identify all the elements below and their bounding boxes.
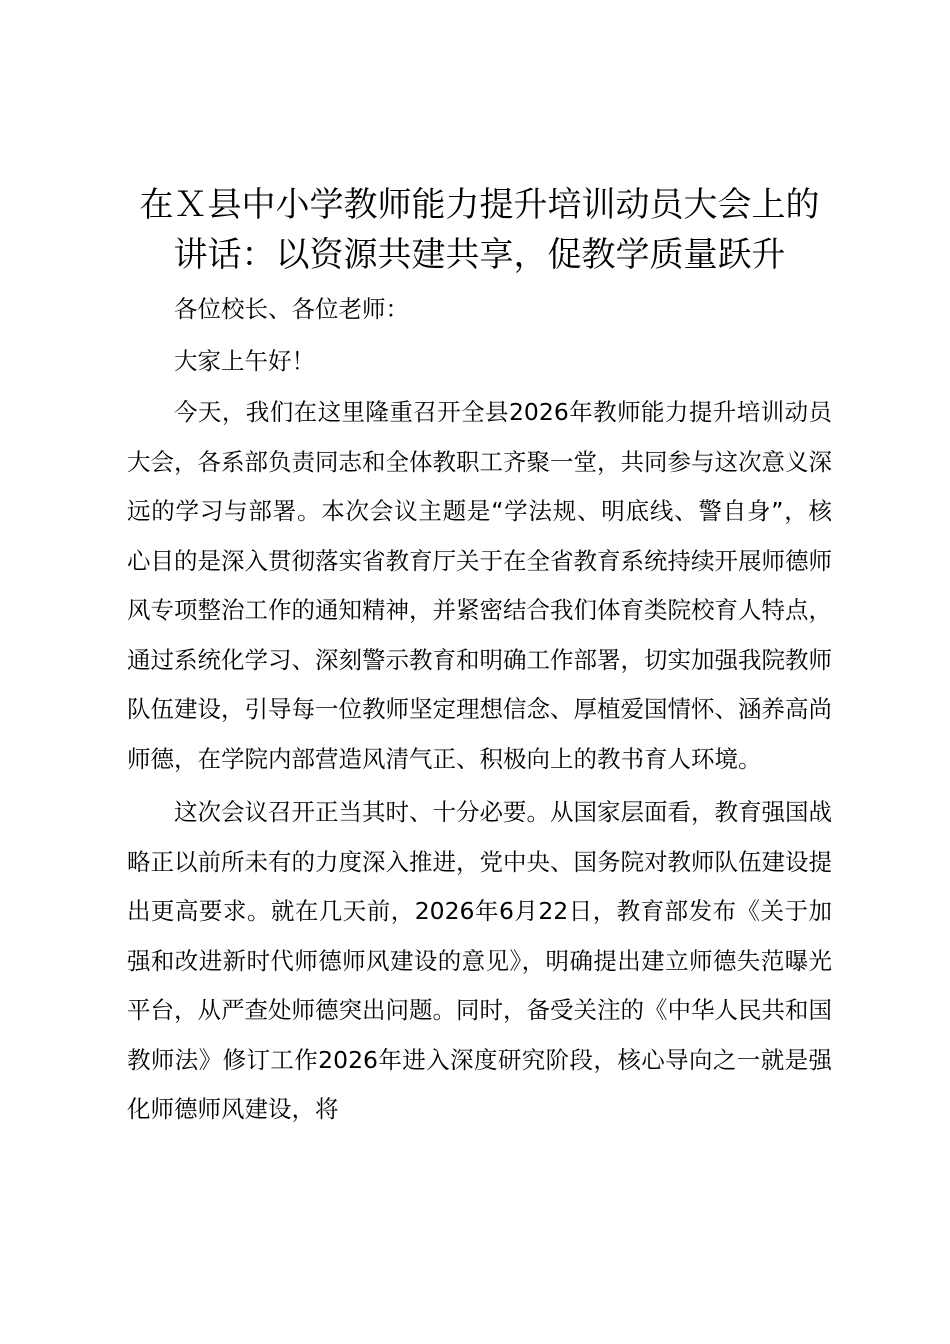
document-body xyxy=(127,285,832,1135)
title-line-1: 在Ｘ县中小学教师能力提升培训动员大会上的 xyxy=(139,185,820,225)
document-page xyxy=(127,180,832,1139)
greeting: 大家上午好！ xyxy=(174,346,315,375)
paragraph-1: 今天，我们在这里隆重召开全县2026年教师能力提升培训动员大会，各系部负责同志和全体教职工齐聚一堂，共同参与这次意义深远的学习与部署。本次会议主题是“学法规、明底线、警自身”，核心目的是深入贯彻落实省教育厅关于在全省教育系统持续开展师德师风专项整治工作的通知精神，并紧密结合我们体育类院校育人特点，通过系统化学习、深刻警示教育和明确工作部署，切实加强我院教师队伍建设，引导每一位教师坚定理想信念、厚植爱国情怀、涵养高尚师德，在学院内部营造风清气正、积极向上的教书育人环境。 xyxy=(127,398,832,773)
title-line-2: 讲话：以资源共建共享，促教学质量跃升 xyxy=(173,235,786,275)
document-title xyxy=(127,180,832,280)
salutation: 各位校长、各位老师： xyxy=(174,295,409,323)
paragraph-2: 这次会议召开正当其时、十分必要。从国家层面看，教育强国战略正以前所未有的力度深入推进，党中央、国务院对教师队伍建设提出更高要求。就在几天前，2026年6月22日，教育部发布《关于加强和改进新时代师德师风建设的意见》，明确提出建立师德失范曝光平台，从严查处师德突出问题。同时，备受关注的《中华人民共和国教师法》修订工作2026年进入深度研究阶段，核心导向之一就是强化师德师风建设，将 xyxy=(127,798,832,1123)
